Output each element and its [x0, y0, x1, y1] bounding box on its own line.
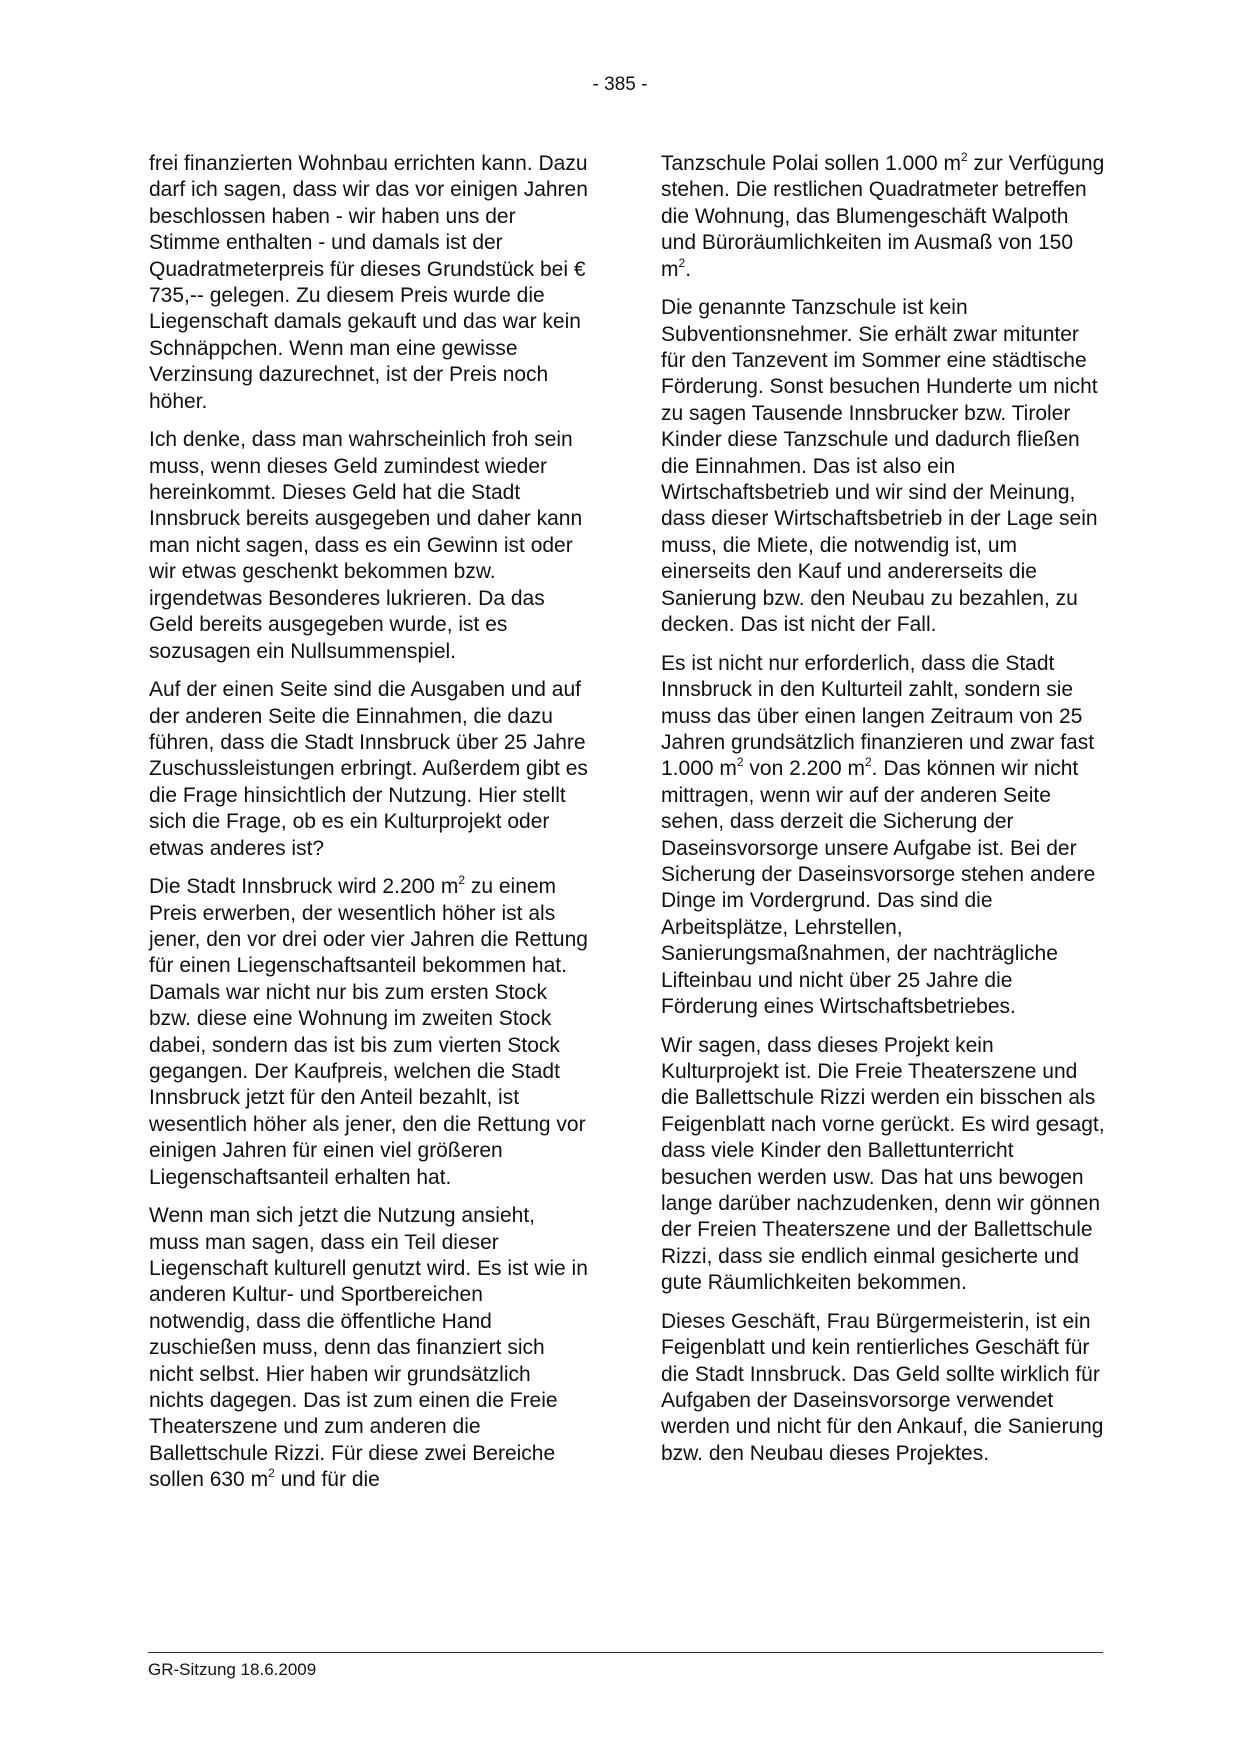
- paragraph: Dieses Geschäft, Frau Bürgermeisterin, ist ein Feigenblatt und kein rentierliches Geschäft für die Stadt Innsbruck. Das Geld sollte wirklich für Aufgaben der Daseinsvorsorge verwendet werden und nicht für den Ankauf, die Sanierung bzw. den Neubau dieses Projektes.: [661, 1309, 1104, 1465]
- paragraph: Die genannte Tanzschule ist kein Subventionsnehmer. Sie erhält zwar mitunter für den Tanzevent im Sommer eine städtische Förderung. Sonst besuchen Hunderte um nicht zu sagen Tausende Innsbrucker bzw. Tiroler Kinder diese Tanzschule und dadurch fließen die Einnahmen. Das ist also ein Wirtschaftsbetrieb und wir sind der Meinung, dass dieser Wirtschaftsbetrieb in der Lage sein muss, die Miete, die notwendig ist, um einerseits den Kauf und andererseits die Sanierung bzw. den Neubau zu bezahlen, zu decken. Das ist nicht der Fall.: [661, 296, 1098, 637]
- text-run: Tanzschule Polai sollen 1.000 m: [661, 152, 962, 175]
- paragraph: frei finanzierten Wohnbau errichten kann. Dazu darf ich sagen, dass wir das vor einigen Jahren beschlossen haben - wir haben uns der Stimme enthalten - und damals ist der Quadratmeterpreis für dieses Grundstück bei € 735,-- gelegen. Zu diesem Preis wurde die Liegenschaft damals gekauft und das war kein Schnäppchen. Wenn man eine gewisse Verzinsung dazurechnet, ist der Preis noch höher.: [149, 152, 588, 413]
- superscript: 2: [961, 150, 968, 164]
- text-run: von 2.200 m: [743, 757, 865, 781]
- paragraph: [661, 151, 1106, 283]
- superscript: 2: [458, 873, 465, 888]
- footer-divider: [148, 1652, 1103, 1653]
- text-run: und für die: [274, 1468, 380, 1492]
- paragraph: [149, 874, 589, 1191]
- footer-text: GR-Sitzung 18.6.2009: [148, 1660, 317, 1679]
- text-run: zur Verfügung stehen. Die restlichen Quadratmeter betreffen die Wohnung, das Blumengeschäft Walpoth und Büroräumlichkeiten im Ausmaß von 150 m: [661, 152, 1105, 281]
- paragraph: Wir sagen, dass dieses Projekt kein Kulturprojekt ist. Die Freie Theaterszene und die Ballettschule Rizzi werden ein bisschen als Feigenblatt nach vorne gerückt. Es wird gesagt, dass viele Kinder den Ballettunterricht besuchen werden usw. Das hat uns bewogen lange darüber nachzudenken, denn wir gönnen der Freien Theaterszene und der Ballettschule Rizzi, dass sie endlich einmal gesicherte und gute Räumlichkeiten bekommen.: [661, 1033, 1105, 1295]
- text-run: . Das können wir nicht mittragen, wenn wir auf der anderen Seite sehen, dass derzeit die Sicherung der Daseinsvorsorge unsere Aufgabe ist. Bei der Sicherung der Daseinsvorsorge stehen andere Dinge im Vordergrund. Das sind die Arbeitsplätze, Lehrstellen, Sanierungsmaßnahmen, der nachträgliche Lifteinbau und nicht über 25 Jahre die Förderung eines Wirtschaftsbetriebes.: [661, 757, 1096, 1018]
- text-run: Die Stadt Innsbruck wird 2.200 m: [149, 875, 459, 899]
- right-column: [661, 151, 1106, 1479]
- paragraph: [661, 651, 1106, 1021]
- paragraph: Ich denke, dass man wahrscheinlich froh sein muss, wenn dieses Geld zumindest wieder hereinkommt. Dieses Geld hat die Stadt Innsbruck bereits ausgegeben und daher kann man nicht sagen, dass es ein Gewinn ist oder wir etwas geschenkt bekommen bzw. irgendetwas Besonderes lukrieren. Da das Geld bereits ausgegeben wurde, ist es sozusagen ein Nullsummenspiel.: [149, 428, 583, 663]
- superscript: 2: [736, 755, 744, 770]
- text-run: .: [685, 257, 692, 281]
- superscript: 2: [864, 755, 872, 770]
- text-run: zu einem Preis erwerben, der wesentlich höher ist als jener, den vor drei oder vier Jahren die Rettung für einen Liegenschaftsanteil bekommen hat. Damals war nicht nur bis zum ersten Stock bzw. diese eine Wohnung im zweiten Stock dabei, sondern das ist bis zum vierten Stock gegangen. Der Kaufpreis, welchen die Stadt Innsbruck jetzt für den Anteil bezahlt, ist wesentlich höher als jener, den die Rettung vor einigen Jahren für einen viel größeren Liegenschaftsanteil erhalten hat.: [149, 875, 588, 1189]
- page-number: - 385 -: [592, 74, 648, 95]
- text-run: Es ist nicht nur erforderlich, dass die Stadt Innsbruck in den Kulturteil zahlt, sondern sie muss das über einen langen Zeitraum von 25 Jahren grundsätzlich finanzieren und zwar fast 1.000 m: [661, 651, 1095, 781]
- text-run: Wenn man sich jetzt die Nutzung ansieht, muss man sagen, dass ein Teil dieser Liegenschaft kulturell genutzt wird. Es ist wie in anderen Kultur- und Sportbereichen notwendig, dass die öffentliche Hand zuschießen muss, denn das finanziert sich nicht selbst. Hier haben wir grundsätzlich nichts dagegen. Das ist zum einen die Freie Theaterszene und zum anderen die Ballettschule Rizzi. Für diese zwei Bereiche sollen 630 m: [149, 1204, 588, 1492]
- superscript: 2: [678, 255, 686, 270]
- paragraph: Auf der einen Seite sind die Ausgaben und auf der anderen Seite die Einnahmen, die dazu führen, dass die Stadt Innsbruck über 25 Jahre Zuschussleistungen erbringt. Außerdem gibt es die Frage hinsichtlich der Nutzung. Hier stellt sich die Frage, ob es ein Kulturprojekt oder etwas anderes ist?: [149, 678, 588, 860]
- superscript: 2: [268, 1466, 275, 1481]
- paragraph: [149, 1203, 589, 1493]
- left-column: [149, 151, 589, 1506]
